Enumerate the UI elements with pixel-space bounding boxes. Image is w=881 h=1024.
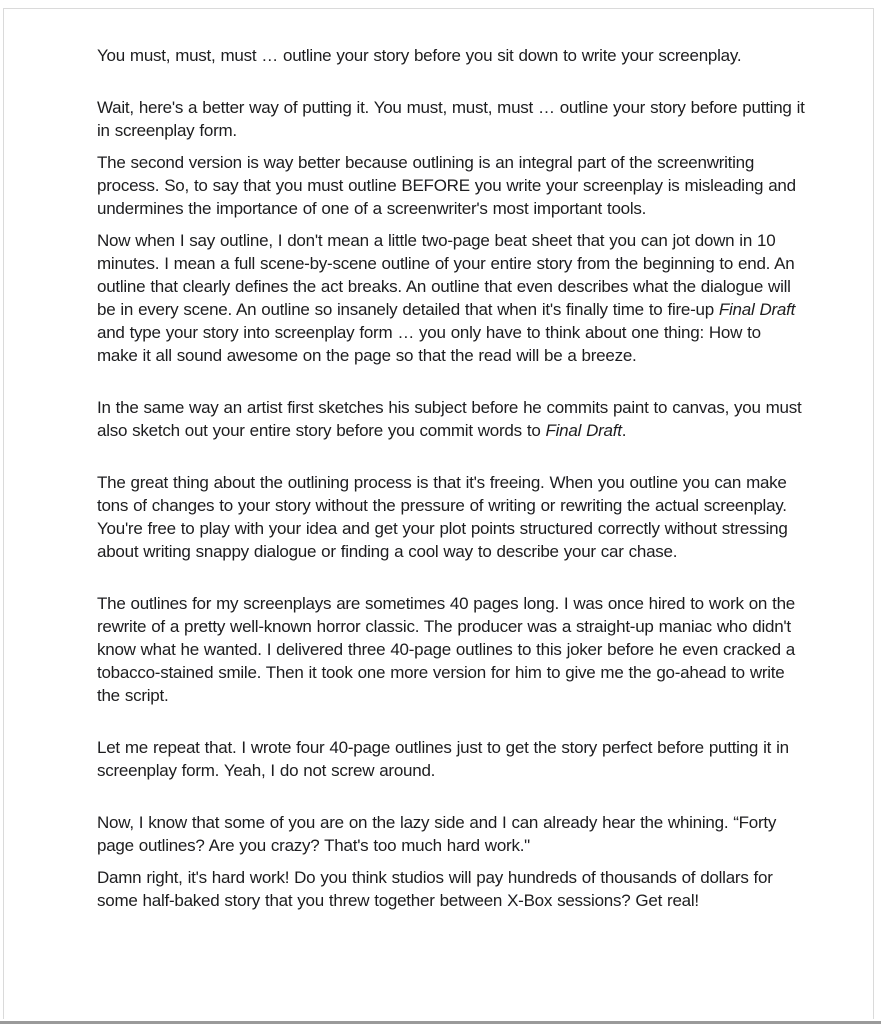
paragraph (97, 44, 805, 67)
italic-text-run: Final Draft (545, 421, 622, 440)
text-run: . (621, 421, 627, 440)
text-run: You must, must, must … outline your story before you sit down to write your screenplay. (97, 46, 742, 65)
text-run: The great thing about the outlining process is that it's freeing. When you outline you can make tons of changes to your story without the pressure of writing or rewriting the actual screenplay. You're free to play with your idea and get your plot points structured correctly without stressing about writing snappy dialogue or finding a cool way to describe your car chase. (97, 473, 788, 561)
paragraph (97, 151, 805, 220)
text-run: Now when I say outline, I don't mean a little two-page beat sheet that you can jot down in 10 minutes. I mean a full scene-by-scene outline of your entire story from the beginning to end. An outline that clearly defines the act breaks. An outline that even describes what the dialogue will be in every scene. An outline so insanely detailed that when it's finally time to fire-up (97, 231, 795, 319)
paragraph (97, 471, 805, 563)
text-run: and type your story into screenplay form … you only have to think about one thing: How to make it all sound awesome on the page so that the read will be a breeze. (97, 323, 761, 365)
text-run: Wait, here's a better way of putting it. You must, must, must … outline your story before putting it in screenplay form. (97, 98, 805, 140)
paragraph (97, 592, 805, 707)
text-run: The outlines for my screenplays are sometimes 40 pages long. I was once hired to work on the rewrite of a pretty well-known horror classic. The producer was a straight-up maniac who didn't know what he wanted. I delivered three 40-page outlines to this joker before he even cracked a tobacco-stained smile. Then it took one more version for him to give me the go-ahead to write the script. (97, 594, 795, 705)
text-run: Now, I know that some of you are on the lazy side and I can already hear the whining. “Forty page outlines? Are you crazy? That's too much hard work." (97, 813, 777, 855)
paragraph (97, 229, 805, 367)
italic-text-run: Final Draft (718, 300, 796, 319)
paragraph (97, 811, 805, 857)
text-run: In the same way an artist first sketches his subject before he commits paint to canvas, you must also sketch out your entire story before you commit words to (97, 398, 802, 440)
paragraph (97, 866, 805, 912)
paragraph (97, 396, 805, 442)
text-run: Let me repeat that. I wrote four 40-page outlines just to get the story perfect before putting it in screenplay form. Yeah, I do not screw around. (97, 738, 789, 780)
paragraph (97, 96, 805, 142)
text-run: The second version is way better because outlining is an integral part of the screenwriting process. So, to say that you must outline BEFORE you write your screenplay is misleading and undermines the importance of one of a screenwriter's most important tools. (97, 153, 796, 218)
paragraph (97, 736, 805, 782)
text-run: Damn right, it's hard work! Do you think studios will pay hundreds of thousands of dollars for some half-baked story that you threw together between X-Box sessions? Get real! (97, 868, 773, 910)
